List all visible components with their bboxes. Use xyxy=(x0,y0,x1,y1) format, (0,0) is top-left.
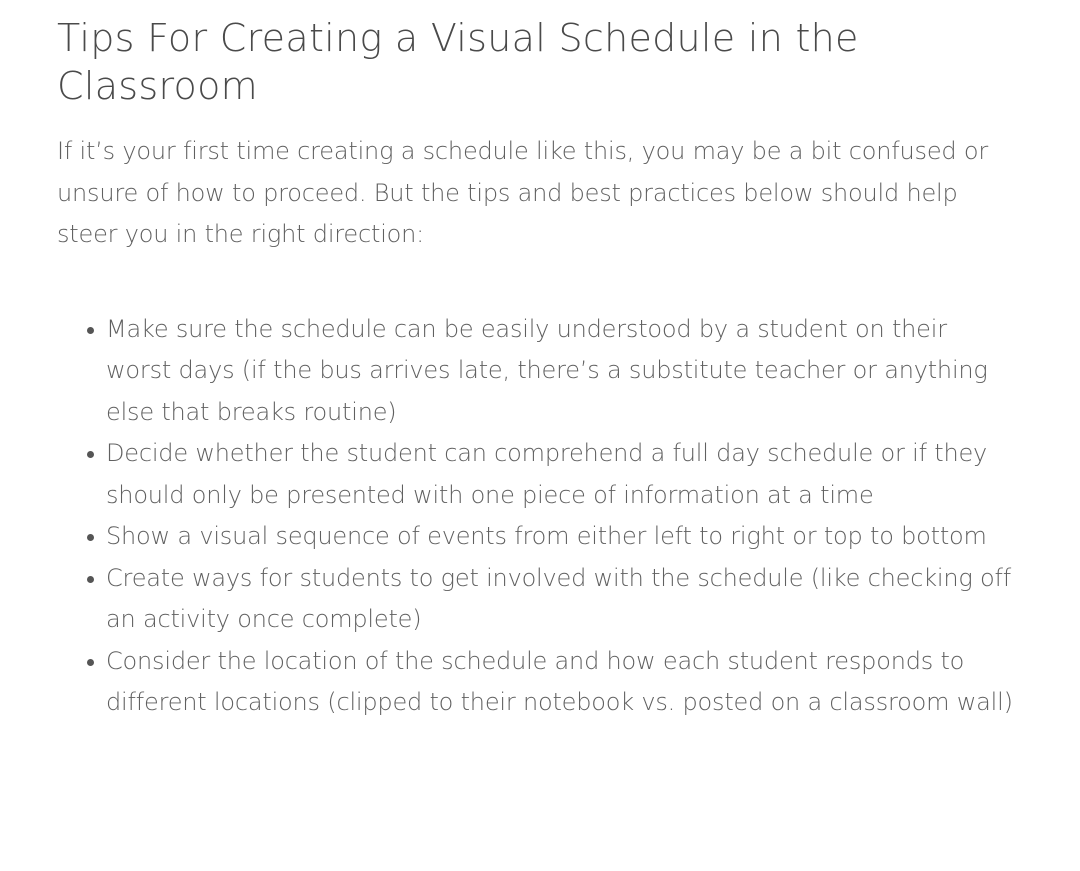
section-title: Tips For Creating a Visual Schedule in the Classroom xyxy=(57,16,859,108)
bullet-icon xyxy=(87,534,94,541)
list-item-text: Show a visual sequence of events from either left to right or top to bottom xyxy=(106,522,987,550)
list-item-text: Make sure the schedule can be easily understood by a student on their worst days (if the bus arrives late, there’s a substitute teacher or anything else that breaks routine) xyxy=(106,314,988,426)
list-item xyxy=(57,516,1017,558)
article xyxy=(57,14,1057,724)
intro-paragraph: If it’s your first time creating a schedule like this, you may be a bit confused or unsure of how to proceed. But the tips and best practices below should help steer you in the right direction: xyxy=(57,137,989,248)
bullet-icon xyxy=(87,451,94,458)
bullet-icon xyxy=(87,327,94,334)
list-item xyxy=(57,558,1017,641)
list-item-text: Consider the location of the schedule and how each student responds to different locations (clipped to their notebook vs. posted on a classroom wall) xyxy=(106,646,1013,716)
list-item xyxy=(57,309,1017,434)
bullet-icon xyxy=(87,576,94,583)
list-item xyxy=(57,433,1017,516)
tips-list xyxy=(57,309,1017,724)
list-item xyxy=(57,641,1017,724)
list-item-text: Decide whether the student can comprehend a full day schedule or if they should only be presented with one piece of information at a time xyxy=(106,439,988,509)
bullet-icon xyxy=(87,659,94,666)
list-item-text: Create ways for students to get involved with the schedule (like checking off an activity once complete) xyxy=(106,563,1011,633)
